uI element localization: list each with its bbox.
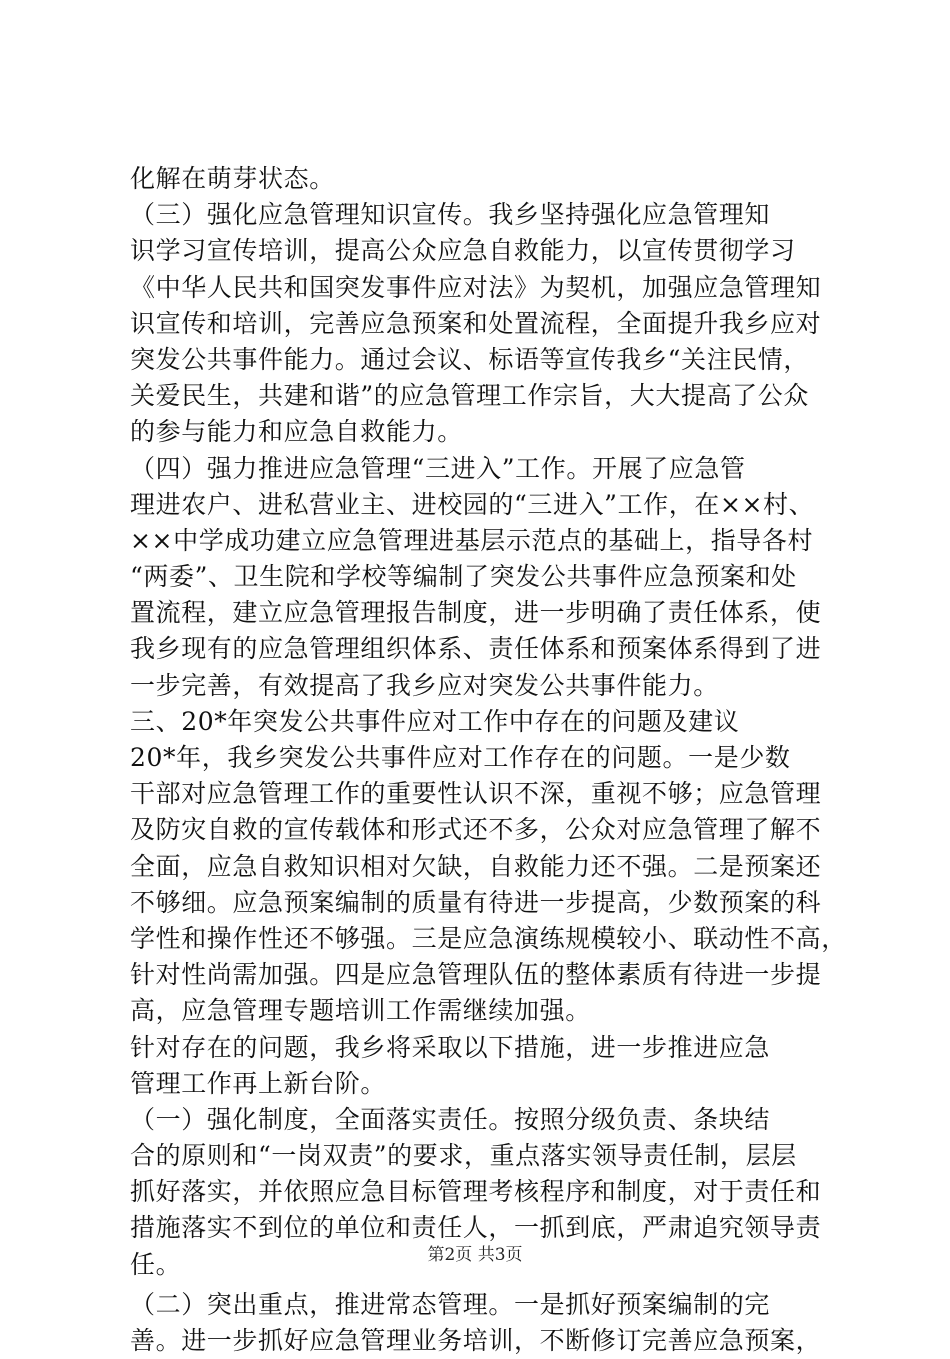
text-line: 理进农户、进私营业主、进校园的“三进入”工作，在××村、 <box>130 489 815 519</box>
text-line: 干部对应急管理工作的重要性认识不深，重视不够；应急管理 <box>130 779 822 809</box>
text-line: （四）强力推进应急管理“三进入”工作。开展了应急管 <box>130 453 746 483</box>
text-line: 我乡现有的应急管理组织体系、责任体系和预案体系得到了进 <box>130 634 822 664</box>
text-line: 学性和操作性还不够强。三是应急演练规模较小、联动性不高， <box>130 923 847 953</box>
text-line: 针对存在的问题，我乡将采取以下措施，进一步推进应急 <box>130 1032 771 1062</box>
text-line: 管理工作再上新台阶。 <box>130 1068 387 1098</box>
text-line: 识学习宣传培训，提高公众应急自救能力，以宣传贯彻学习 <box>130 236 796 266</box>
page-number-footer: 第2页 共3页 <box>427 1245 523 1265</box>
text-line: 识宣传和培训，完善应急预案和处置流程，全面提升我乡应对 <box>130 308 822 338</box>
text-line: 化解在萌芽状态。 <box>130 164 335 193</box>
section-heading: 三、20*年突发公共事件应对工作中存在的问题及建议 <box>130 706 740 736</box>
text-line: 高，应急管理专题培训工作需继续加强。 <box>130 996 591 1026</box>
text-line: 抓好落实，并依照应急目标管理考核程序和制度，对于责任和 <box>130 1177 822 1207</box>
document-body <box>130 161 847 1359</box>
text-line: 善。进一步抓好应急管理业务培训，不断修订完善应急预案， <box>130 1326 822 1355</box>
text-line: 任。 <box>130 1249 182 1279</box>
text-line: 一步完善，有效提高了我乡应对突发公共事件能力。 <box>130 670 719 700</box>
text-line: 的参与能力和应急自救能力。 <box>130 417 463 447</box>
text-line: 《中华人民共和国突发事件应对法》为契机，加强应急管理知 <box>130 272 822 302</box>
text-line: 20*年，我乡突发公共事件应对工作存在的问题。一是少数 <box>130 743 791 772</box>
text-line: 突发公共事件能力。通过会议、标语等宣传我乡“关注民情， <box>130 344 809 374</box>
text-line: （二）突出重点，推进常态管理。一是抓好预案编制的完 <box>130 1289 771 1319</box>
text-line: 不够细。应急预案编制的质量有待进一步提高，少数预案的科 <box>130 887 822 917</box>
text-line: “两委”、卫生院和学校等编制了突发公共事件应急预案和处 <box>130 562 797 592</box>
text-line: 措施落实不到位的单位和责任人，一抓到底，严肃追究领导责 <box>130 1213 822 1243</box>
text-line: 关爱民生，共建和谐”的应急管理工作宗旨，大大提高了公众 <box>130 381 809 411</box>
text-line: 置流程，建立应急管理报告制度，进一步明确了责任体系，使 <box>130 598 822 628</box>
text-line: ××中学成功建立应急管理进基层示范点的基础上，指导各村 <box>130 525 814 555</box>
text-line: （一）强化制度，全面落实责任。按照分级负责、条块结 <box>130 1104 771 1134</box>
text-line: 合的原则和“一岗双责”的要求，重点落实领导责任制，层层 <box>130 1141 797 1171</box>
text-line: 及防灾自救的宣传载体和形式还不多，公众对应急管理了解不 <box>130 815 822 845</box>
text-line: 全面，应急自救知识相对欠缺，自救能力还不强。二是预案还 <box>130 851 822 881</box>
text-line: （三）强化应急管理知识宣传。我乡坚持强化应急管理知 <box>130 200 771 230</box>
text-line: 针对性尚需加强。四是应急管理队伍的整体素质有待进一步提 <box>130 960 822 990</box>
